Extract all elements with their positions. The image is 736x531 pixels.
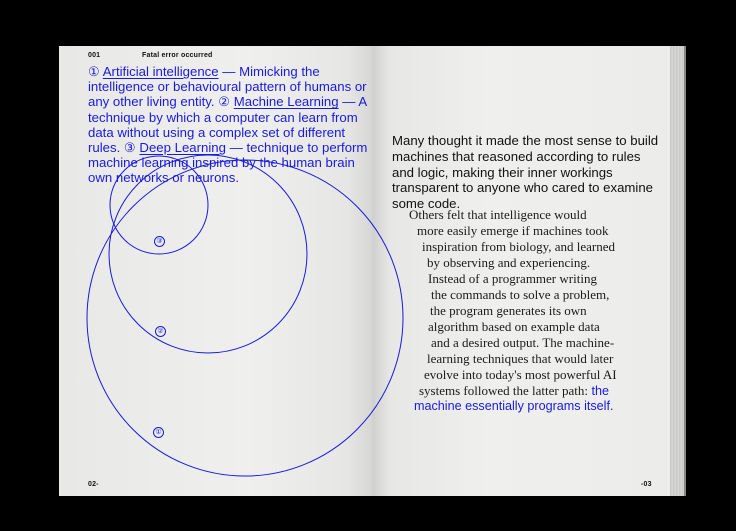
body-line: the program generates its own bbox=[430, 303, 587, 318]
body-line: Instead of a programmer writing bbox=[428, 271, 597, 286]
term-artificial-intelligence: Artificial intelligence bbox=[102, 64, 219, 79]
definition-marker: ② bbox=[218, 94, 231, 110]
definition-text: — technique to perform machine learning inspired by the human brain own networks or neurons. bbox=[88, 140, 368, 186]
term-machine-learning: Machine Learning bbox=[233, 94, 339, 110]
running-head-title: Fatal error occurred bbox=[142, 52, 213, 59]
page-number-left: 02- bbox=[88, 481, 99, 488]
body-line-text: systems followed the latter path: bbox=[419, 383, 588, 398]
circle-label-2: ② bbox=[155, 326, 166, 337]
term-deep-learning: Deep Learning bbox=[139, 140, 226, 156]
body-line-last bbox=[419, 383, 609, 400]
body-line: learning techniques that would later bbox=[427, 351, 614, 366]
body-line: and a desired output. The machine- bbox=[431, 335, 615, 350]
body-line: inspiration from biology, and learned bbox=[422, 239, 616, 254]
running-head-number: 001 bbox=[88, 52, 101, 59]
body-line: the commands to solve a problem, bbox=[431, 287, 610, 302]
circle-label-1: ① bbox=[153, 427, 164, 438]
page-number-right: -03 bbox=[641, 481, 652, 488]
body-line: evolve into today's most powerful AI bbox=[424, 367, 617, 382]
body-line: more easily emerge if machines took bbox=[417, 223, 609, 238]
definition-marker: ③ bbox=[123, 140, 136, 156]
body-line: Others felt that intelligence would bbox=[409, 207, 587, 222]
body-line: algorithm based on example data bbox=[428, 319, 600, 334]
highlight-line: machine essentially programs itself. bbox=[414, 399, 614, 413]
definition-text: — A technique by which a computer can learn from data without using a complex set of different rules. bbox=[88, 94, 367, 156]
intro-paragraph: Many thought it made the most sense to build machines that reasoned according to rules and logic, making their inner workings transparent to anyone who cared to examine some code. bbox=[392, 133, 659, 212]
circle-artificial-intelligence bbox=[87, 160, 403, 476]
definitions-text bbox=[88, 64, 378, 186]
definition-text: — Mimicking the intelligence or behavioural pattern of humans or any other living entity. bbox=[88, 64, 367, 110]
circle-label-3: ③ bbox=[154, 236, 165, 247]
body-line: by observing and experiencing. bbox=[427, 255, 591, 270]
definition-marker: ① bbox=[88, 64, 100, 79]
highlight-tail: the bbox=[587, 384, 609, 398]
